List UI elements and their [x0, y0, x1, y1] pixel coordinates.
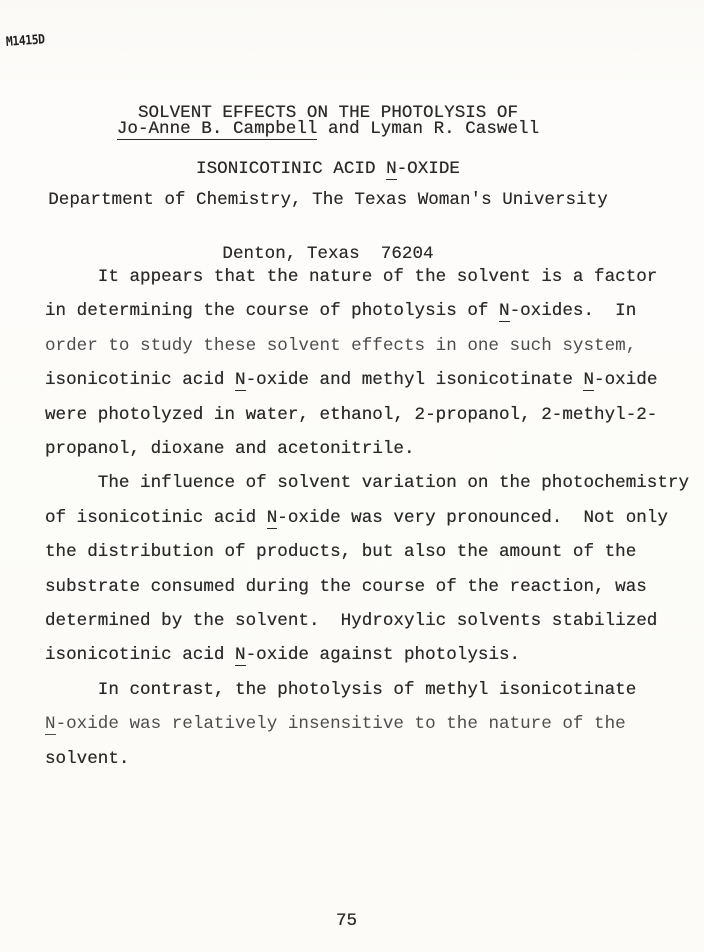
text-line: determined by the solvent. Hydroxylic solvents stabilized — [45, 611, 658, 632]
text-line: were photolyzed in water, ethanol, 2-propanol, 2-methyl-2- — [45, 404, 658, 425]
abstract-body — [45, 260, 689, 776]
title-line-2: ISONICOTINIC ACID N-OXIDE — [196, 158, 460, 179]
text-line: order to study these solvent effects in one such system, — [45, 335, 637, 356]
text-line: propanol, dioxane and acetonitrile. — [45, 439, 415, 460]
abstract-paragraph-2 — [45, 466, 689, 672]
page-number: 75 — [336, 911, 358, 931]
document-code-stamp: M1415D — [5, 32, 46, 50]
text-line: The influence of solvent variation on the photochemistry — [45, 473, 690, 494]
abstract-paragraph-1 — [45, 260, 689, 466]
text-line: isonicotinic acid N-oxide against photolysis. — [45, 645, 521, 666]
affiliation-line-2: Denton, Texas 76204 — [222, 244, 434, 264]
affiliation-line-1: Department of Chemistry, The Texas Woman's University — [48, 190, 608, 210]
text-line: In contrast, the photolysis of methyl isonicotinate — [45, 679, 637, 700]
text-line: isonicotinic acid N-oxide and methyl isonicotinate N-oxide — [45, 370, 658, 391]
title-line-1: SOLVENT EFFECTS ON THE PHOTOLYSIS OF — [137, 103, 519, 124]
text-line: solvent. — [45, 748, 130, 769]
text-line: N-oxide was relatively insensitive to the nature of the — [45, 714, 626, 735]
text-line: of isonicotinic acid N-oxide was very pronounced. Not only — [45, 507, 668, 528]
authors-line: Jo-Anne B. Campbell and Lyman R. Caswell — [116, 119, 540, 139]
text-line: It appears that the nature of the solvent is a factor — [45, 267, 658, 287]
text-line: in determining the course of photolysis of N-oxides. In — [45, 301, 637, 322]
abstract-paragraph-3 — [45, 673, 689, 776]
text-line: the distribution of products, but also the amount of the — [45, 542, 637, 563]
text-line: substrate consumed during the course of the reaction, was — [45, 576, 647, 597]
